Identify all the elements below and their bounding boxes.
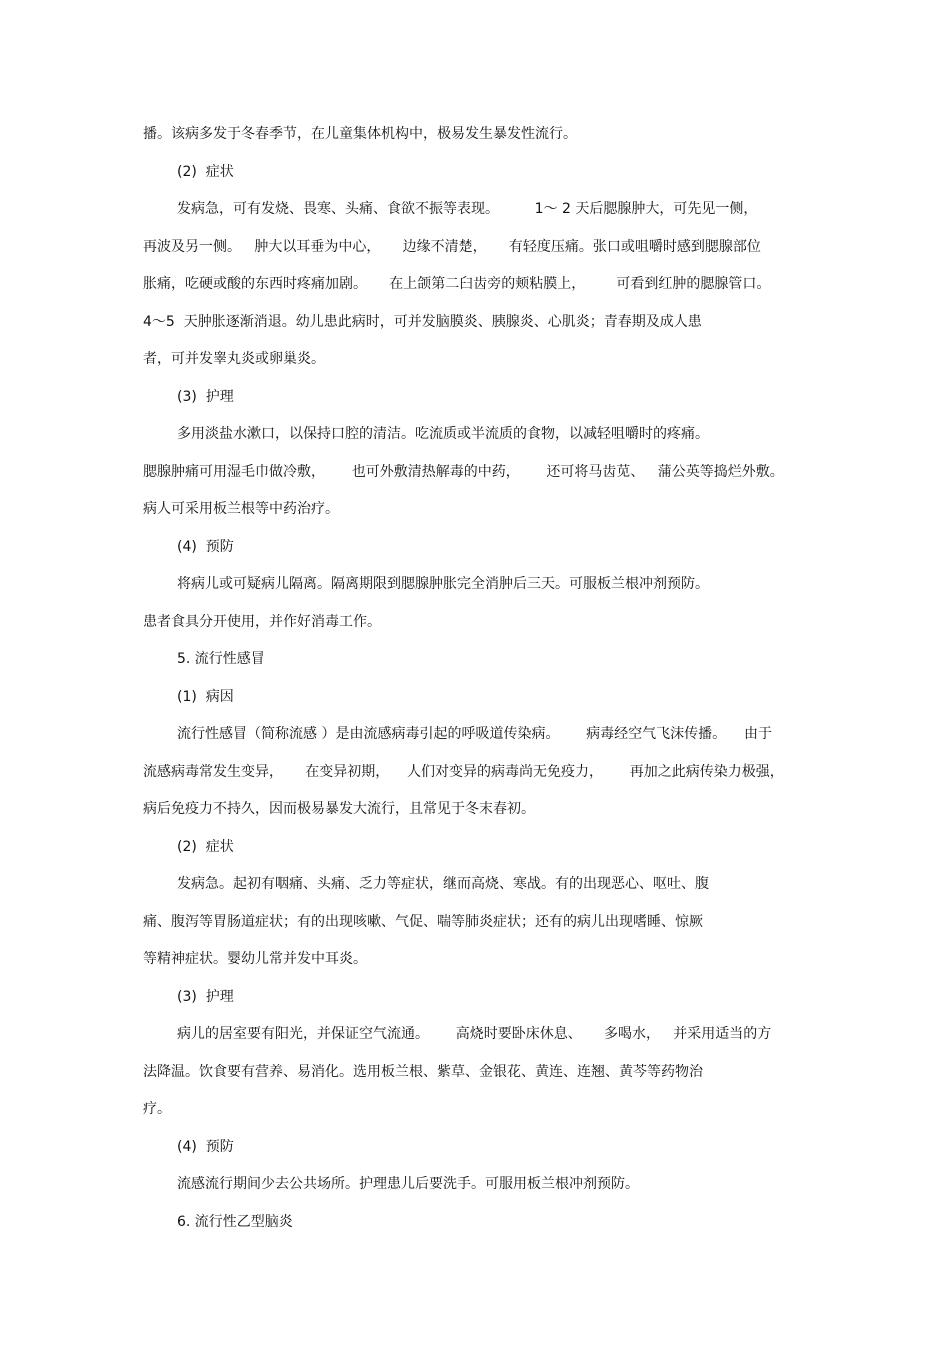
section-heading: (2) 症状	[177, 164, 234, 180]
text-line: 者，可并发睾丸炎或卵巢炎。	[143, 351, 325, 367]
text-line: 播。该病多发于冬春季节，在儿童集体机构中，极易发生暴发性流行。	[143, 126, 577, 142]
text-line: 胀痛，吃硬或酸的东西时疼痛加剧。 在上颌第二臼齿旁的颊粘膜上， 可看到红肿的腮腺管口。	[143, 276, 771, 292]
text-line: 发病急，可有发烧、畏寒、头痛、食欲不振等表现。 1～ 2 天后腮腺肿大，可先见一侧，	[177, 201, 758, 217]
text-line: 病后免疫力不持久，因而极易暴发大流行，且常见于冬末春初。	[143, 801, 535, 817]
text-line: 流行性感冒（简称流感 ）是由流感病毒引起的呼吸道传染病。 病毒经空气飞沫传播。 由于	[177, 726, 772, 742]
text-line: 病儿的居室要有阳光，并保证空气流通。 高烧时要卧床休息、 多喝水， 并采用适当的方	[177, 1026, 772, 1042]
section-heading: (4) 预防	[177, 539, 234, 555]
text-line: 患者食具分开使用，并作好消毒工作。	[143, 614, 381, 630]
section-heading: (4) 预防	[177, 1139, 234, 1155]
section-heading: (3) 护理	[177, 989, 234, 1005]
text-line: 发病急。起初有咽痛、头痛、乏力等症状，继而高烧、寒战。有的出现恶心、呕吐、腹	[177, 876, 709, 892]
text-line: 等精神症状。婴幼儿常并发中耳炎。	[143, 951, 367, 967]
section-heading: (2) 症状	[177, 839, 234, 855]
text-line: 病人可采用板兰根等中药治疗。	[143, 501, 339, 517]
chapter-heading: 5. 流行性感冒	[177, 651, 265, 667]
text-line: 疗。	[143, 1101, 171, 1117]
text-line: 流感流行期间少去公共场所。护理患儿后要洗手。可服用板兰根冲剂预防。	[177, 1176, 639, 1192]
section-heading: (1) 病因	[177, 689, 234, 705]
chapter-heading: 6. 流行性乙型脑炎	[177, 1214, 293, 1230]
text-line: 4～5 天肿胀逐渐消退。幼儿患此病时，可并发脑膜炎、胰腺炎、心肌炎；青春期及成人患	[143, 314, 702, 330]
text-line: 多用淡盐水漱口，以保持口腔的清洁。吃流质或半流质的食物，以减轻咀嚼时的疼痛。	[177, 426, 709, 442]
text-line: 再波及另一侧。 肿大以耳垂为中心， 边缘不清楚， 有轻度压痛。张口或咀嚼时感到腮腺部位	[143, 239, 761, 255]
section-heading: (3) 护理	[177, 389, 234, 405]
text-line: 法降温。饮食要有营养、易消化。选用板兰根、紫草、金银花、黄连、连翘、黄芩等药物治	[143, 1064, 703, 1080]
text-line: 将病儿或可疑病儿隔离。隔离期限到腮腺肿胀完全消肿后三天。可服板兰根冲剂预防。	[177, 576, 709, 592]
text-line: 痛、腹泻等胃肠道症状；有的出现咳嗽、气促、喘等肺炎症状；还有的病儿出现嗜睡、惊厥	[143, 914, 703, 930]
text-line: 流感病毒常发生变异， 在变异初期， 人们对变异的病毒尚无免疫力， 再加之此病传染力极强，	[143, 764, 784, 780]
text-line: 腮腺肿痛可用湿毛巾做冷敷， 也可外敷清热解毒的中药， 还可将马齿苋、 蒲公英等捣烂外敷。	[143, 464, 784, 480]
